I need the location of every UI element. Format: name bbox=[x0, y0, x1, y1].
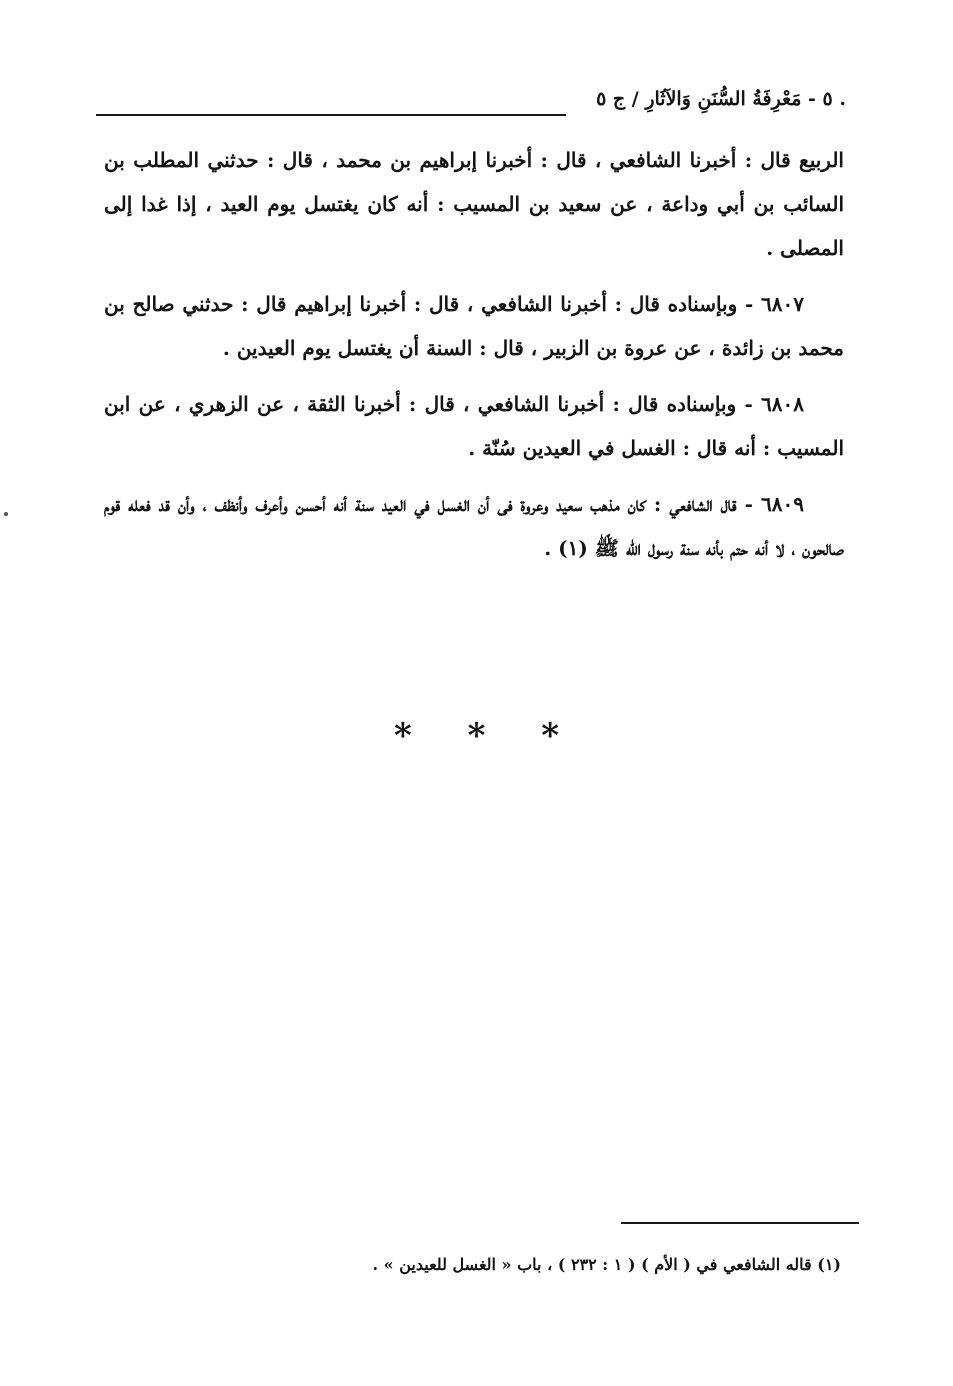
separator-star: * bbox=[467, 716, 486, 756]
running-head: . ٥ - مَعْرِفَةُ السُّنَنِ وَالآثَارِ / ج ٥ bbox=[596, 88, 846, 110]
paragraph-continuation: الربيع قال : أخبرنا الشافعي ، قال : أخبرنا إبراهيم بن محمد ، قال : حدثني المطلب بن السائب بن أبي وداعة ، عن سعيد بن المسيب : أنه كان يغتسل يوم العيد ، إذا غدا إلى المصلى . bbox=[104, 148, 844, 260]
footnote: (١) قاله الشافعي في ( الأم ) ( ١ : ٢٣٢ ) ، باب « الغسل للعيدين » . bbox=[372, 1255, 841, 1274]
separator-star: * bbox=[393, 716, 412, 756]
body-text bbox=[104, 138, 844, 582]
paragraph-6807: ٦٨٠٧ - وبإسناده قال : أخبرنا الشافعي ، قال : أخبرنا إبراهيم قال : حدثني صالح بن محمد بن زائدة ، عن عروة بن الزبير ، قال : السنة أن يغتسل يوم العيدين . bbox=[104, 292, 844, 360]
header-rule bbox=[96, 114, 566, 116]
separator-star: * bbox=[541, 716, 560, 756]
scan-mark bbox=[4, 512, 8, 516]
page-header bbox=[96, 84, 846, 120]
paragraph-6809: ٦٨٠٩ - قال الشافعي : كان مذهب سعيد وعروة فى أن الغسل في العيد سنة أنه أحسن وأعرف وأنظف ، وأن قد فعله قوم صالحون ، لا أنه حتم بأنه سنة رسول الله ﷺ (١) . bbox=[104, 492, 844, 560]
footnote-rule bbox=[621, 1222, 859, 1224]
section-separator bbox=[0, 716, 953, 756]
paragraph-6808: ٦٨٠٨ - وبإسناده قال : أخبرنا الشافعي ، قال : أخبرنا الثقة ، عن الزهري ، عن ابن المسيب : أنه قال : الغسل في العيدين سُنّة . bbox=[104, 392, 844, 460]
